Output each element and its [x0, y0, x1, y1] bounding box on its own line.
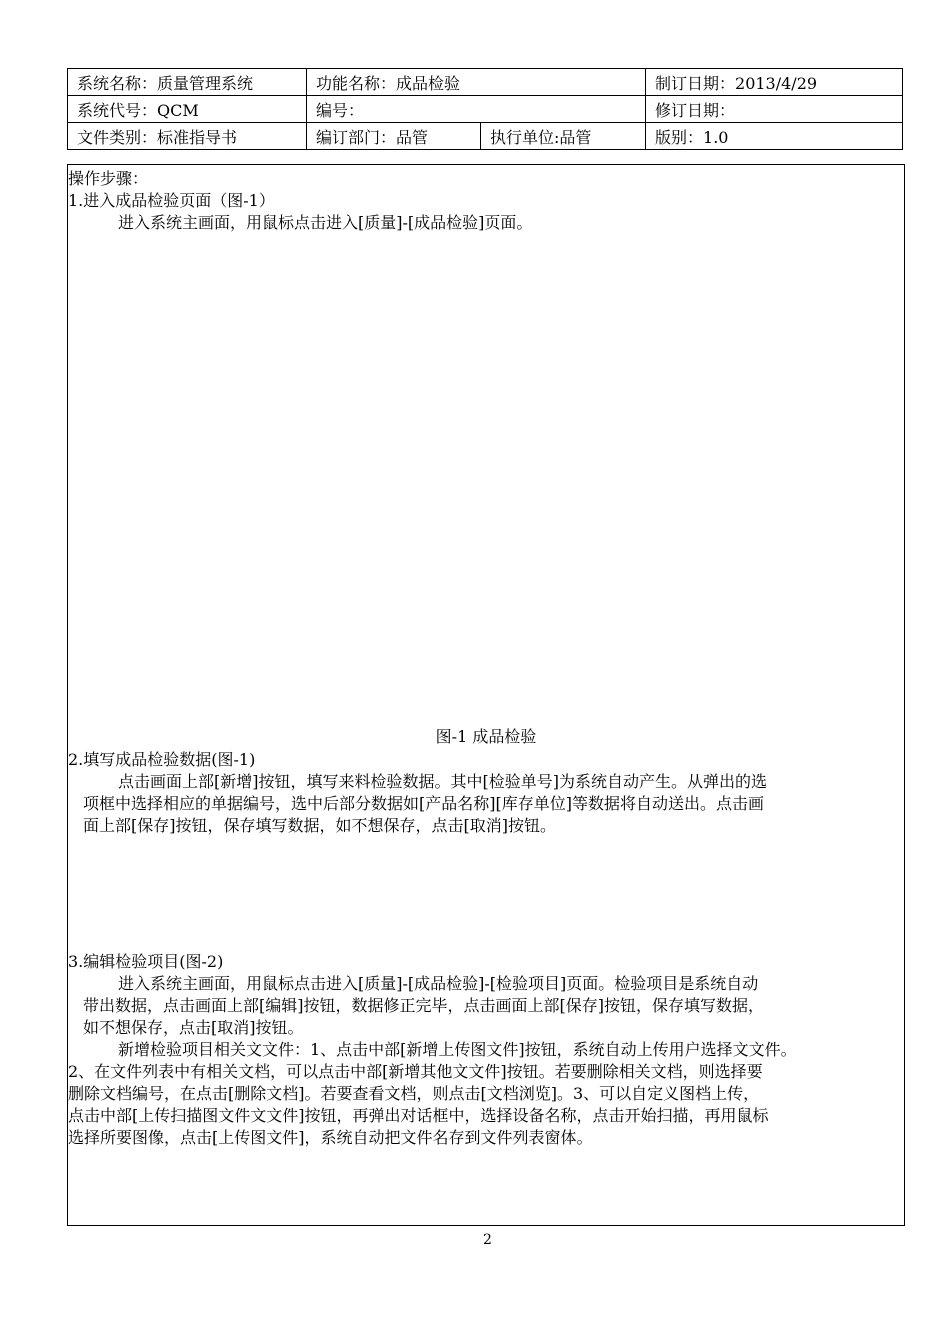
- exec-unit: 执行单位:品管: [481, 123, 646, 150]
- system-name: 系统名称：质量管理系统: [68, 69, 307, 96]
- step2-line3: 面上部[保存]按钮，保存填写数据，如不想保存，点击[取消]按钮。: [83, 816, 556, 835]
- issue-date: 制订日期：2013/4/29: [646, 69, 903, 96]
- version: 版别：1.0: [646, 123, 903, 150]
- figure1-caption: 图-1 成品检验: [435, 727, 537, 746]
- step2-title: 2.填写成品检验数据(图-1): [68, 750, 256, 769]
- step1-text: 进入系统主画面，用鼠标点击进入[质量]-[成品检验]页面。: [118, 213, 533, 232]
- step2-line1: 点击画面上部[新增]按钮，填写来料检验数据。其中[检验单号]为系统自动产生。从弹出的选: [118, 772, 767, 791]
- step3-line5: 2、在文件列表中有相关文档，可以点击中部[新增其他文文件]按钮。若要删除相关文档，则选择要: [68, 1062, 763, 1081]
- doc-number: 编号：: [307, 96, 646, 123]
- steps-title: 操作步骤：: [68, 169, 149, 188]
- header-table: [67, 68, 903, 150]
- department: 编订部门：品管: [307, 123, 481, 150]
- page-number: 2: [483, 1232, 492, 1248]
- step3-line4: 新增检验项目相关文文件：1、点击中部[新增上传图文件]按钮，系统自动上传用户选择文文件。: [118, 1040, 797, 1059]
- step3-line2: 带出数据，点击画面上部[编辑]按钮，数据修正完毕，点击画面上部[保存]按钮，保存填写数据，: [83, 996, 764, 1015]
- step3-line3: 如不想保存，点击[取消]按钮。: [83, 1018, 304, 1037]
- step1-title: 1.进入成品检验页面（图-1）: [68, 191, 275, 210]
- step3-line1: 进入系统主画面，用鼠标点击进入[质量]-[成品检验]-[检验项目]页面。检验项目是系统自动: [118, 974, 759, 993]
- step2-line2: 项框中选择相应的单据编号，选中后部分数据如[产品名称][库存单位]等数据将自动送出。点击画: [83, 794, 764, 813]
- system-code: 系统代号：QCM: [68, 96, 307, 123]
- steps-box: [67, 164, 905, 1226]
- revision-date: 修订日期：: [646, 96, 903, 123]
- doc-type: 文件类别：标准指导书: [68, 123, 307, 150]
- function-name: 功能名称：成品检验: [307, 69, 646, 96]
- step3-line6: 删除文档编号，在点击[删除文档]。若要查看文档，则点击[文档浏览]。3、可以自定义图档上传，: [68, 1084, 760, 1103]
- step3-line7: 点击中部[上传扫描图文件文文件]按钮，再弹出对话框中，选择设备名称，点击开始扫描，再用鼠标: [68, 1106, 769, 1125]
- step3-line8: 选择所要图像，点击[上传图文件]，系统自动把文件名存到文件列表窗体。: [68, 1128, 593, 1147]
- step3-title: 3.编辑检验项目(图-2): [68, 952, 224, 971]
